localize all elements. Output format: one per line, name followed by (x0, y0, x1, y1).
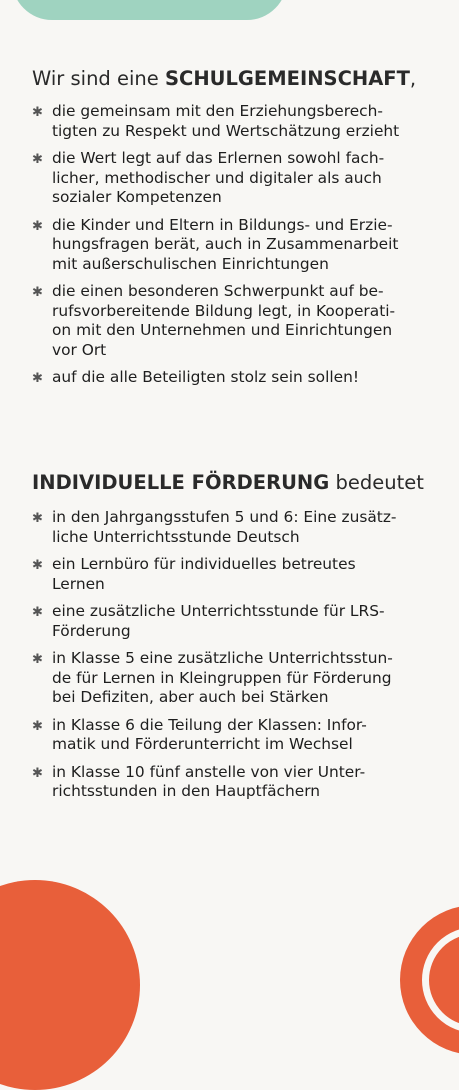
decorative-orange-circle-left (0, 880, 140, 1090)
asterisk-bullet-icon: ✱ (32, 652, 43, 667)
mint-top-shape (12, 0, 287, 20)
section-schulgemeinschaft (32, 66, 432, 396)
list-item-line: auf die alle Beteiligten stolz sein sollen! (52, 368, 360, 386)
list-item (32, 282, 432, 360)
list-item-line: hungsfragen berät, auch in Zusammenarbeit (52, 235, 399, 253)
list-item-line: de für Lernen in Kleingruppen für Förderung (52, 668, 392, 687)
list-item-line: vor Ort (52, 340, 107, 359)
asterisk-bullet-icon: ✱ (32, 605, 43, 620)
list-item-line: die Wert legt auf das Erlernen sowohl fach- (52, 149, 385, 167)
list-item (32, 102, 432, 141)
section-heading-schulgemeinschaft: Wir sind eine SCHULGEMEINSCHAFT, (32, 67, 417, 90)
asterisk-bullet-icon: ✱ (32, 511, 43, 526)
list-item-line: in Klasse 10 fünf anstelle von vier Unter- (52, 762, 366, 781)
asterisk-bullet-icon: ✱ (32, 105, 43, 120)
list-item (32, 508, 432, 547)
list-item (32, 216, 432, 275)
list-item-line: die einen besonderen Schwerpunkt auf be- (52, 282, 384, 300)
list-item-line: mit außerschulischen Einrichtungen (52, 254, 329, 273)
list-item-line: die Kinder und Eltern in Bildungs- und Erzie- (52, 215, 393, 234)
list-item-line: die gemeinsam mit den Erziehungsberech- (52, 102, 383, 120)
decorative-orange-ring-right (400, 905, 459, 1055)
asterisk-bullet-icon: ✱ (32, 218, 43, 234)
asterisk-bullet-icon: ✱ (32, 765, 43, 781)
asterisk-bullet-icon: ✱ (32, 718, 43, 734)
list-item-line: on mit den Unternehmen und Einrichtungen (52, 321, 393, 339)
list-item (32, 602, 432, 641)
asterisk-bullet-icon: ✱ (32, 558, 43, 573)
section-heading-foerderung: INDIVIDUELLE FÖRDERUNG bedeutet (32, 471, 424, 494)
asterisk-bullet-icon: ✱ (32, 285, 43, 300)
list-item (32, 716, 432, 755)
list-item-line: liche Unterrichtsstunde Deutsch (52, 527, 300, 546)
list-item-line: richtsstunden in den Hauptfächern (52, 782, 321, 800)
section-individuelle-foerderung (32, 470, 432, 810)
list-item (32, 649, 432, 708)
list-item-line: in Klasse 5 eine zusätzliche Unterrichtsstun- (52, 649, 393, 667)
list-item (32, 368, 432, 388)
list-item-line: in Klasse 6 die Teilung der Klassen: Infor- (52, 715, 367, 734)
list-schulgemeinschaft (32, 102, 432, 388)
list-item-line: Lernen (52, 574, 105, 593)
list-foerderung (32, 508, 432, 802)
list-item-line: eine zusätzliche Unterrichtsstunde für LRS- (52, 602, 385, 620)
list-item (32, 555, 432, 594)
list-item-line: in den Jahrgangsstufen 5 und 6: Eine zusätz- (52, 508, 397, 526)
asterisk-bullet-icon: ✱ (32, 371, 43, 386)
list-item-line: licher, methodischer und digitaler als auch (52, 168, 382, 187)
asterisk-bullet-icon: ✱ (32, 152, 43, 167)
list-item-line: sozialer Kompetenzen (52, 188, 222, 206)
list-item (32, 763, 432, 802)
list-item (32, 149, 432, 208)
list-item-line: Förderung (52, 621, 131, 640)
list-item-line: ein Lernbüro für individuelles betreutes (52, 555, 356, 573)
list-item-line: tigten zu Respekt und Wertschätzung erzieht (52, 121, 400, 140)
list-item-line: rufsvorbereitende Bildung legt, in Kooperati- (52, 301, 396, 320)
list-item-line: bei Defiziten, aber auch bei Stärken (52, 688, 329, 706)
list-item-line: matik und Förderunterricht im Wechsel (52, 735, 353, 753)
